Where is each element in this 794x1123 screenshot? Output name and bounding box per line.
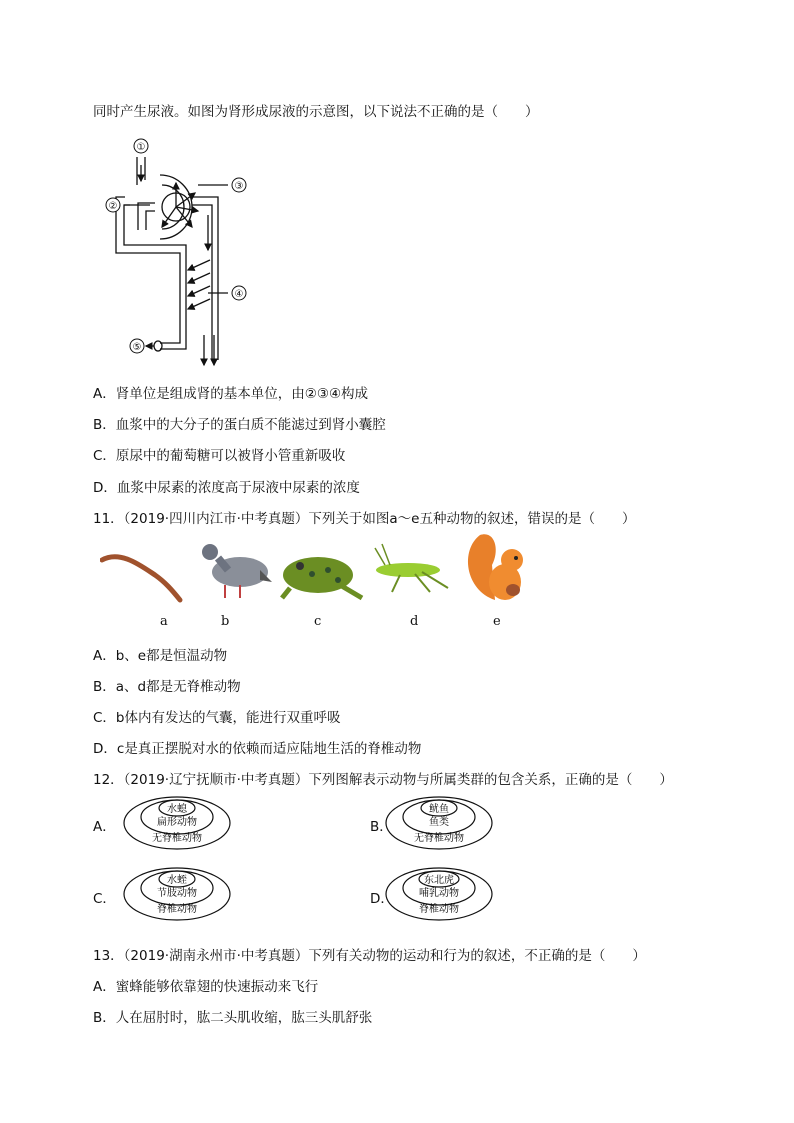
q12-c-inner: 水蛭 [167,875,187,886]
q12-option-a-letter: A． [93,819,116,835]
q12-option-a-diagram [122,795,232,851]
q12-b-middle: 鱼类 [429,817,449,828]
q11-option-b: B．a、d都是无脊椎动物 [93,679,241,695]
kidney-label-3: ③ [234,181,244,192]
question-10-stem: 同时产生尿液。如图为肾形成尿液的示意图，以下说法不正确的是（ ） [93,104,539,120]
q12-option-d-letter: D． [370,891,394,907]
q13-option-b: B．人在屈肘时，肱二头肌收缩，肱三头肌舒张 [93,1010,373,1026]
pigeon-image [202,544,272,598]
q12-option-c-letter: C． [93,891,116,907]
q12-d-middle: 哺乳动物 [419,888,459,899]
q12-a-middle: 扁形动物 [157,817,197,828]
q10-option-b: B．血浆中的大分子的蛋白质不能滤过到肾小囊腔 [93,417,386,433]
animal-label-e: e [493,614,501,629]
kidney-label-2: ② [108,201,118,212]
kidney-label-1: ① [136,142,146,153]
q11-option-a: A．b、e都是恒温动物 [93,648,228,664]
q10-option-d: D．血浆中尿素的浓度高于尿液中尿素的浓度 [93,480,360,496]
q10-option-a: A．肾单位是组成肾的基本单位，由②③④构成 [93,386,369,402]
grasshopper-image [375,544,448,592]
q11-option-d: D．c是真正摆脱对水的依赖而适应陆地生活的脊椎动物 [93,741,422,757]
earthworm-image [102,557,180,600]
q12-d-outer: 脊椎动物 [419,904,459,915]
q10-option-c: C．原尿中的葡萄糖可以被肾小管重新吸收 [93,448,346,464]
q12-b-inner: 鱿鱼 [429,804,449,815]
q12-d-inner: 东北虎 [424,875,454,886]
frog-image [282,557,362,598]
squirrel-image [468,534,523,600]
kidney-urine-formation-diagram [100,135,270,370]
animal-label-b: b [221,614,230,629]
q12-a-inner: 水螅 [167,804,187,815]
q12-option-c-diagram [122,866,232,922]
kidney-label-5: ⑤ [132,342,142,353]
question-12-stem: 12．（2019·辽宁抚顺市·中考真题）下列图解表示动物与所属类群的包含关系，正确的是（ ） [93,772,673,788]
animal-label-a: a [160,614,168,629]
q12-b-outer: 无脊椎动物 [414,833,464,844]
q12-option-d-diagram [384,866,494,922]
q12-option-b-letter: B． [370,819,393,835]
q12-option-b-diagram [384,795,494,851]
q12-a-outer: 无脊椎动物 [152,833,202,844]
question-13-stem: 13．（2019·湖南永州市·中考真题）下列有关动物的运动和行为的叙述，不正确的是（ ） [93,948,646,964]
q13-option-a: A．蜜蜂能够依靠翅的快速振动来飞行 [93,979,319,995]
q11-option-c: C．b体内有发达的气囊，能进行双重呼吸 [93,710,341,726]
animal-label-d: d [410,614,419,629]
q12-c-middle: 节肢动物 [157,888,197,899]
animals-figure [100,530,540,610]
kidney-label-4: ④ [234,289,244,300]
animal-label-c: c [314,614,322,629]
q12-c-outer: 脊椎动物 [157,904,197,915]
question-11-stem: 11．（2019·四川内江市·中考真题）下列关于如图a～e五种动物的叙述，错误的是（ ） [93,511,636,527]
